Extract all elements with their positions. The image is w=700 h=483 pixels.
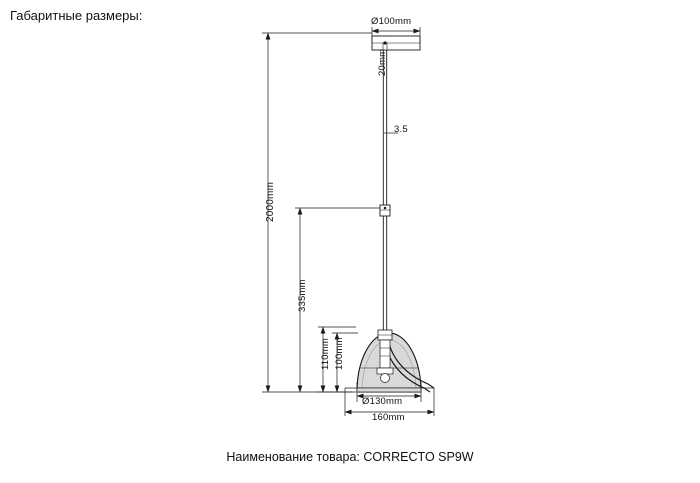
dimension-label-shade-width-outer: 160mm	[372, 412, 405, 423]
dimension-label-total-height: 2000mm	[265, 181, 276, 222]
dimension-label-shade-height-outer: 110mm	[320, 338, 331, 370]
dimension-label-shade-height-inner: 100mm	[334, 337, 345, 370]
dimension-label-cable-diameter: 3.5	[394, 124, 408, 135]
dimension-label-canopy-height: 20mm	[377, 48, 388, 76]
product-caption: Наименование товара: CORRECTO SP9W	[226, 450, 474, 464]
page-title: Габаритные размеры:	[10, 8, 143, 23]
dimension-label-canopy-diameter: Ø100mm	[371, 16, 412, 27]
dimension-label-drop-height: 335mm	[297, 279, 308, 312]
dimension-label-shade-diameter-inner: Ø130mm	[362, 396, 403, 407]
